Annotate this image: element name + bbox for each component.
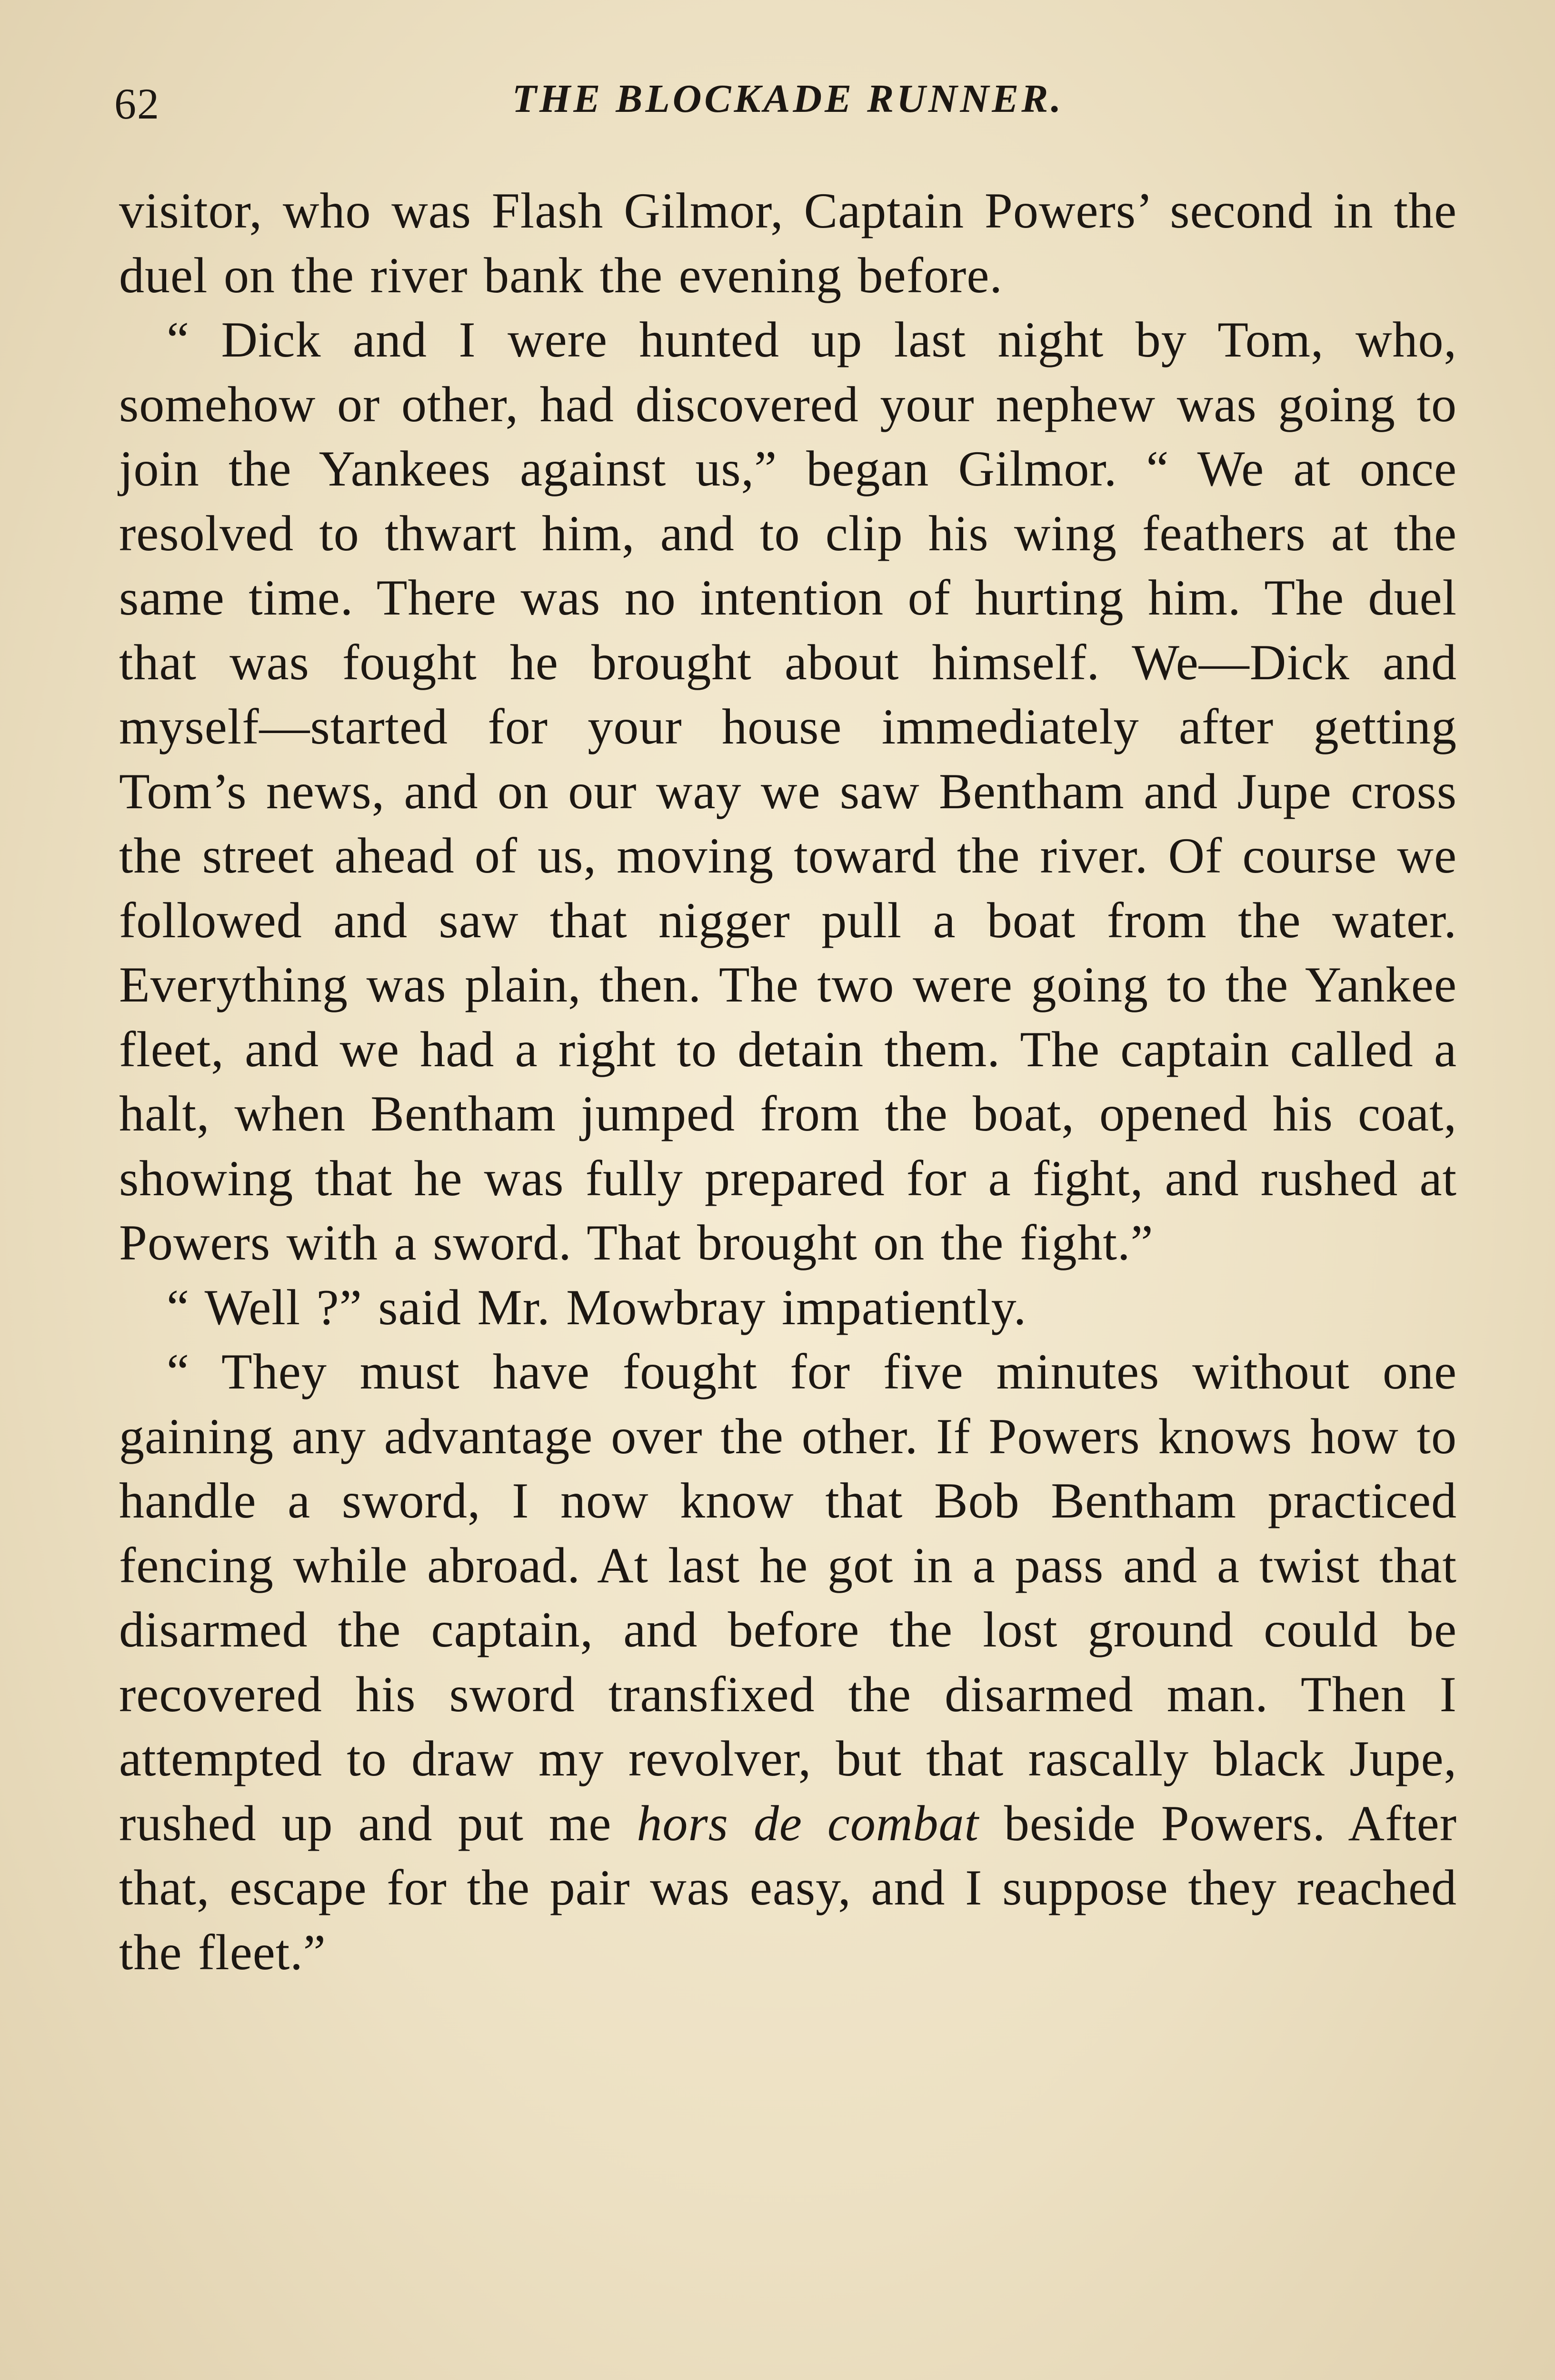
running-head <box>114 69 1462 136</box>
paragraph-text: “ They must have fought for five minutes without one gaining any advantage over the other. If Powers knows how to handle a sword, I now know that Bob Bentham practiced fencing while abroad. At last he got in a pass and a twist that disarmed the captain, and before the lost ground could be recovered his sword transfixed the disarmed man. Then I attempted to draw my revolver, but that rascally black Jupe, rushed up and put me <box>119 1344 1457 1851</box>
paragraph-4 <box>119 1339 1457 1984</box>
running-title: THE BLOCKADE RUNNER. <box>512 77 1064 121</box>
paragraph-text: visitor, who was Flash Gilmor, Captain Powers’ second in the duel on the river bank the evening before. <box>119 183 1457 303</box>
paragraph-text: “ Dick and I were hunted up last night by Tom, who, somehow or other, had discovered your nephew was going to join the Yankees against us,” began Gilmor. “ We at once resolved to thwart him, and to clip his wing feathers at the same time. There was no intention of hurting him. The duel that was fought he brought about himself. We—Dick and myself—started for your house immediately after getting Tom’s news, and on our way we saw Bentham and Jupe cross the street ahead of us, moving toward the river. Of course we followed and saw that nigger pull a boat from the water. Everything was plain, then. The two were going to the Yankee fleet, and we had a right to detain them. The captain called a halt, when Bentham jumped from the boat, opened his coat, showing that he was fully prepared for a fight, and rushed at Powers with a sword. That brought on the fight.” <box>119 312 1457 1270</box>
paragraph-1 <box>119 178 1457 307</box>
italic-phrase: hors de combat <box>637 1795 979 1851</box>
body-text <box>119 178 1457 1984</box>
paragraph-text: beside Powers. After that, escape for the pair was easy, and I suppose they reached the fleet.” <box>119 1795 1457 1980</box>
paragraph-2 <box>119 307 1457 1275</box>
page-number: 62 <box>114 79 160 128</box>
paragraph-text: “ Well ?” said Mr. Mowbray impatiently. <box>167 1279 1027 1335</box>
paragraph-3 <box>119 1275 1457 1340</box>
